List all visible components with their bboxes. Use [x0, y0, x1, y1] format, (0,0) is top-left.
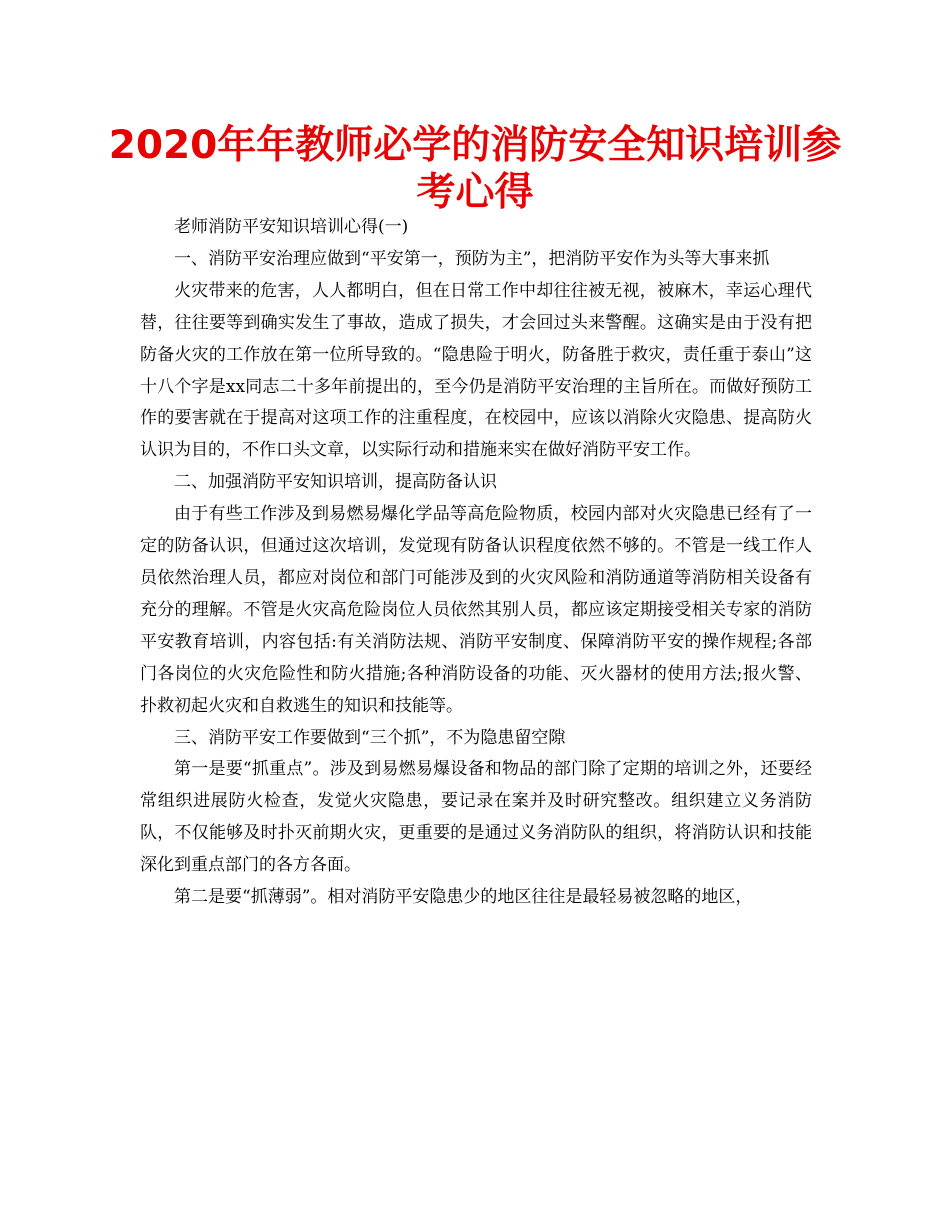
- paragraph: 第二是要“抓薄弱”。相对消防平安隐患少的地区往往是最轻易被忽略的地区，: [174, 887, 753, 908]
- document-title: 2020年年教师必学的消防安全知识培训参考心得: [108, 123, 842, 215]
- paragraph: 由于有些工作涉及到易燃易爆化学品等高危险物质，校园内部对火灾隐患已经有了一定的防备认识，但通过这次培训，发觉现有防备认识程度依然不够的。不管是一线工作人员依然治理人员，都应对岗位和部门可能涉及到的火灾风险和消防通道等消防相关设备有充分的理解。不管是火灾高危险岗位人员依然其别人员，都应该定期接受相关专家的消防平安教育培训，内容包括:有关消防法规、消防平安制度、保障消防平安的操作规程;各部门各岗位的火灾危险性和防火措施;各种消防设备的功能、灭火器材的使用方法;报火警、扑救初起火灾和自救逃生的知识和技能等。: [140, 504, 812, 716]
- section-heading: 三、消防平安工作要做到“三个抓”，不为隐患留空隙: [174, 727, 566, 748]
- section-heading: 二、加强消防平安知识培训，提高防备认识: [174, 472, 497, 493]
- paragraph: 火灾带来的危害，人人都明白，但在日常工作中却往往被无视，被麻木，幸运心理代替，往往要等到确实发生了事故，造成了损失，才会回过头来警醒。这确实是由于没有把防备火灾的工作放在第一位所导致的。“隐患险于明火，防备胜于救灾，责任重于泰山”这十八个字是xx同志二十多年前提出的，至今仍是消防平安治理的主旨所在。而做好预防工作的要害就在于提高对这项工作的注重程度，在校园中，应该以消除火灾隐患、提高防火认识为目的，不作口头文章，以实际行动和措施来实在做好消防平安工作。: [140, 280, 812, 461]
- document-body: [140, 212, 812, 914]
- paragraph: 第一是要“抓重点”。涉及到易燃易爆设备和物品的部门除了定期的培训之外，还要经常组织进展防火检查，发觉火灾隐患，要记录在案并及时研究整改。组织建立义务消防队，不仅能够及时扑灭前期火灾，更重要的是通过义务消防队的组织，将消防认识和技能深化到重点部门的各方各面。: [140, 759, 812, 876]
- section-heading: 一、消防平安治理应做到“平安第一，预防为主”，把消防平安作为头等大事来抓: [174, 248, 770, 269]
- paragraph: 老师消防平安知识培训心得(一): [174, 217, 409, 237]
